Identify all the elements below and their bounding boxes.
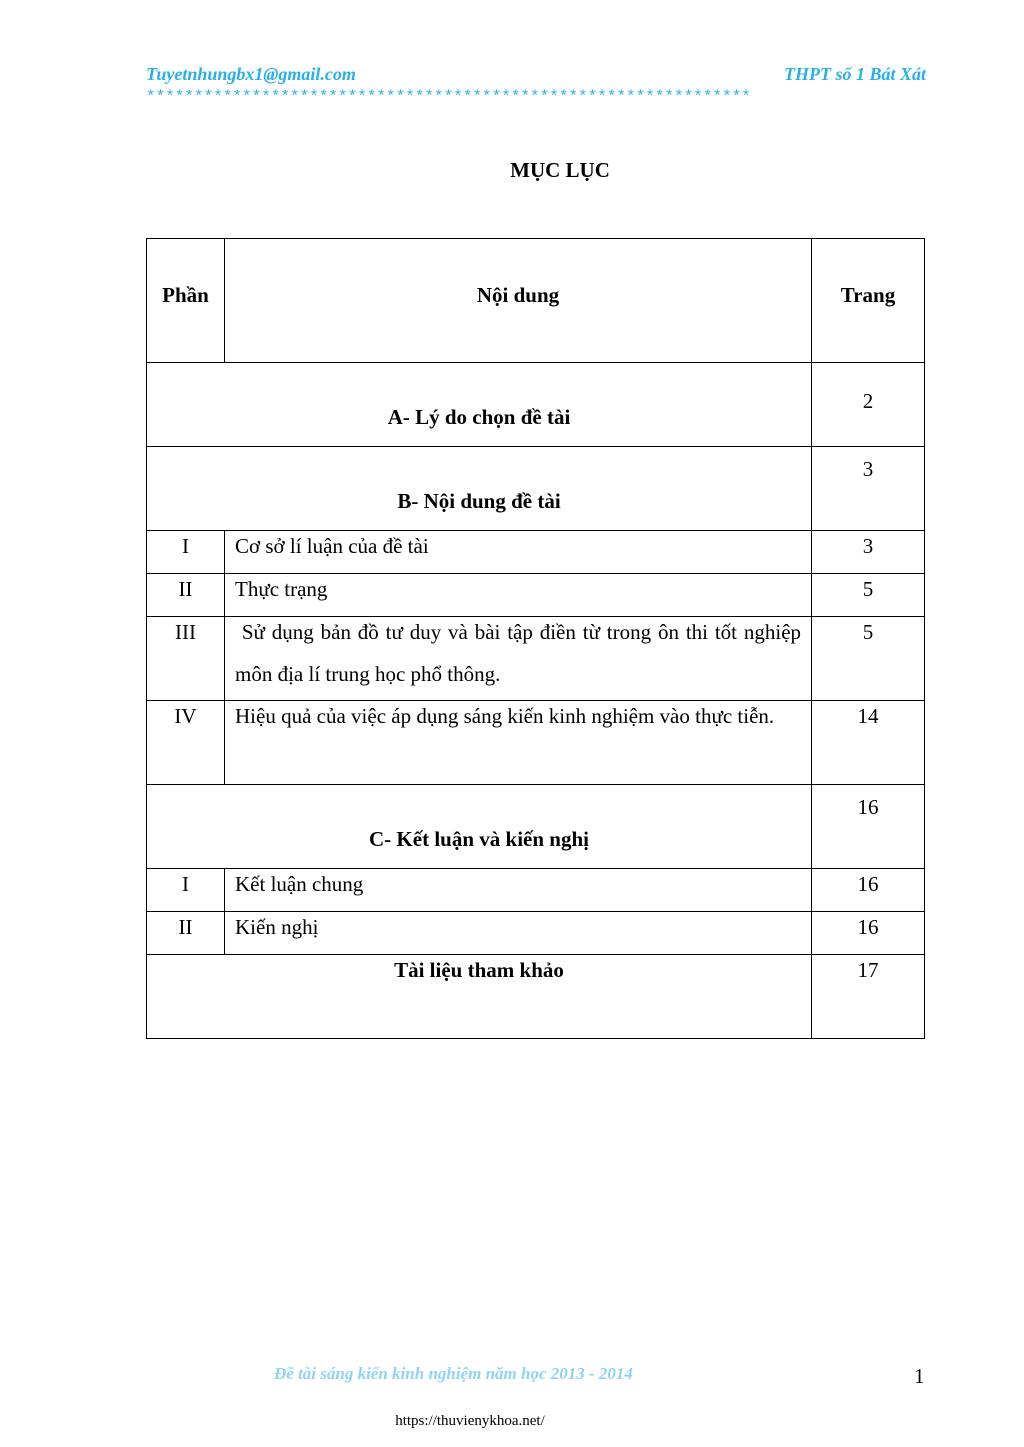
source-url[interactable]: https://thuvienykhoa.net/ xyxy=(395,1413,545,1429)
table-header-row xyxy=(147,239,925,363)
row-page: 5 xyxy=(812,617,925,701)
section-c-page: 16 xyxy=(812,785,925,869)
section-a-row xyxy=(147,363,925,447)
section-c-row xyxy=(147,785,925,869)
table-row xyxy=(147,912,925,955)
header-part: Phần xyxy=(147,239,225,363)
references-row xyxy=(147,955,925,1039)
table-row xyxy=(147,617,925,701)
row-part: II xyxy=(147,574,225,617)
section-c-label: C- Kết luận và kiến nghị xyxy=(147,785,812,869)
row-content: Sử dụng bản đồ tư duy và bài tập điền từ trong ôn thi tốt nghiệp môn địa lí trung học phổ thông. xyxy=(225,617,812,701)
references-page: 17 xyxy=(812,955,925,1039)
row-part: I xyxy=(147,869,225,912)
footer-text: Đề tài sáng kiến kinh nghiệm năm học 2013 - 2014 xyxy=(274,1364,633,1383)
row-page: 3 xyxy=(812,531,925,574)
row-content: Cơ sở lí luận của đề tài xyxy=(225,531,812,574)
header-divider: *************************************************************** xyxy=(146,88,751,106)
section-a-page: 2 xyxy=(812,363,925,447)
references-label: Tài liệu tham khảo xyxy=(147,955,812,1039)
row-content: Kết luận chung xyxy=(225,869,812,912)
row-page: 16 xyxy=(812,869,925,912)
header-page: Trang xyxy=(812,239,925,363)
section-b-page: 3 xyxy=(812,447,925,531)
header-content: Nội dung xyxy=(225,239,812,363)
row-page: 14 xyxy=(812,701,925,785)
row-content: Hiệu quả của việc áp dụng sáng kiến kinh nghiệm vào thực tiễn. xyxy=(225,701,812,785)
row-part: I xyxy=(147,531,225,574)
header-email: Tuyetnhungbx1@gmail.com xyxy=(146,64,356,84)
row-content: Thực trạng xyxy=(225,574,812,617)
section-b-row xyxy=(147,447,925,531)
page-number: 1 xyxy=(914,1364,925,1388)
row-page: 16 xyxy=(812,912,925,955)
header-school: THPT số 1 Bát Xát xyxy=(783,64,926,84)
table-of-contents xyxy=(146,238,925,1039)
section-a-label: A- Lý do chọn đề tài xyxy=(147,363,812,447)
row-part: III xyxy=(147,617,225,701)
table-row xyxy=(147,701,925,785)
row-part: IV xyxy=(147,701,225,785)
section-b-label: B- Nội dung đề tài xyxy=(147,447,812,531)
row-content: Kiến nghị xyxy=(225,912,812,955)
row-page: 5 xyxy=(812,574,925,617)
page-title: MỤC LỤC xyxy=(510,158,610,182)
row-part: II xyxy=(147,912,225,955)
